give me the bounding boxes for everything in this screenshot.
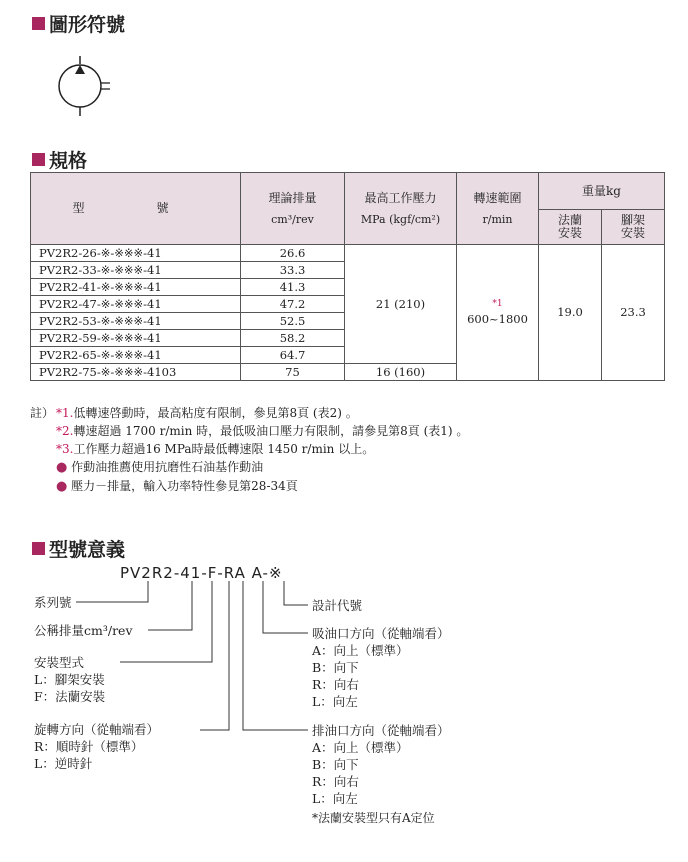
header-model: 型 號 <box>31 173 241 245</box>
cell-pressure-main: 21 (210) <box>345 245 457 364</box>
header-weight: 重量kg <box>539 173 665 210</box>
bullet-icon: ● <box>56 479 68 494</box>
section-title-model-code: 型號意義 <box>49 539 126 561</box>
cell-displacement: 58.2 <box>241 330 345 347</box>
cell-speed: *1 600~1800 <box>457 245 539 381</box>
label-rotation-l: L：逆時針 <box>34 756 93 771</box>
label-mount-l: L：腳架安裝 <box>34 672 105 687</box>
section-title-spec: 規格 <box>49 150 88 172</box>
cell-model: PV2R2-33-※-※※※-41 <box>31 262 241 279</box>
cell-model: PV2R2-53-※-※※※-41 <box>31 313 241 330</box>
cell-displacement: 52.5 <box>241 313 345 330</box>
bullet-icon: ● <box>56 460 68 475</box>
header-displacement: 理論排量 cm³/rev <box>241 173 345 245</box>
header-speed: 轉速範圍 r/min <box>457 173 539 245</box>
header-weight-foot: 腳架 安裝 <box>602 210 665 245</box>
label-suction-l: L：向左 <box>312 694 358 709</box>
label-discharge-b: B：向下 <box>312 757 359 772</box>
cell-model: PV2R2-75-※-※※※-4103 <box>31 364 241 381</box>
label-discharge-a: A：向上（標準） <box>312 740 409 755</box>
notes-prefix: 註） <box>30 406 55 420</box>
label-mount-title: 安裝型式 <box>34 655 85 670</box>
cell-displacement: 47.2 <box>241 296 345 313</box>
cell-displacement: 33.3 <box>241 262 345 279</box>
cell-pressure-last: 16 (160) <box>345 364 457 381</box>
header-pressure: 最高工作壓力 MPa (kgf/cm²) <box>345 173 457 245</box>
cell-displacement: 26.6 <box>241 245 345 262</box>
note-item: *3.工作壓力超過16 MPa時最低轉速限 1450 r/min 以上。 <box>56 442 375 456</box>
label-design: 設計代號 <box>312 598 363 613</box>
note-bullet: ● 作動油推薦使用抗磨性石油基作動油 <box>56 460 264 475</box>
cell-model: PV2R2-65-※-※※※-41 <box>31 347 241 364</box>
header-weight-flange: 法蘭 安裝 <box>539 210 602 245</box>
cell-model: PV2R2-47-※-※※※-41 <box>31 296 241 313</box>
label-rotation-r: R：順時針（標準） <box>34 739 144 754</box>
note-item: *2.轉速超過 1700 r/min 時，最低吸油口壓力有限制，請參見第8頁 (表1) 。 <box>56 424 469 438</box>
cell-displacement: 75 <box>241 364 345 381</box>
cell-model: PV2R2-26-※-※※※-41 <box>31 245 241 262</box>
note-bullet: ● 壓力－排量，輸入功率特性參見第28-34頁 <box>56 479 298 494</box>
section-title-symbol: 圖形符號 <box>49 14 126 36</box>
label-discharge-r: R：向右 <box>312 774 359 789</box>
note-item: 註） *1.低轉速啓動時，最高粘度有限制，參見第8頁 (表2) 。 <box>30 406 358 420</box>
cell-weight-foot: 23.3 <box>602 245 665 381</box>
label-series: 系列號 <box>34 595 72 610</box>
cell-model: PV2R2-59-※-※※※-41 <box>31 330 241 347</box>
label-rotation-title: 旋轉方向（從軸端看） <box>34 722 160 737</box>
cell-displacement: 64.7 <box>241 347 345 364</box>
label-displacement: 公稱排量cm³/rev <box>34 623 133 638</box>
label-suction-title: 吸油口方向（從軸端看） <box>312 626 450 641</box>
cell-model: PV2R2-41-※-※※※-41 <box>31 279 241 296</box>
label-discharge-l: L：向左 <box>312 791 358 806</box>
model-code-string: PV2R2-41-F-RA A-※ <box>120 564 283 582</box>
cell-displacement: 41.3 <box>241 279 345 296</box>
label-mount-f: F：法蘭安裝 <box>34 689 106 704</box>
cell-weight-flange: 19.0 <box>539 245 602 381</box>
label-discharge-title: 排油口方向（從軸端看） <box>312 723 450 738</box>
label-suction-a: A：向上（標準） <box>312 643 409 658</box>
label-suction-b: B：向下 <box>312 660 359 675</box>
label-discharge-note: *法蘭安裝型只有A定位 <box>312 811 435 825</box>
label-suction-r: R：向右 <box>312 677 359 692</box>
